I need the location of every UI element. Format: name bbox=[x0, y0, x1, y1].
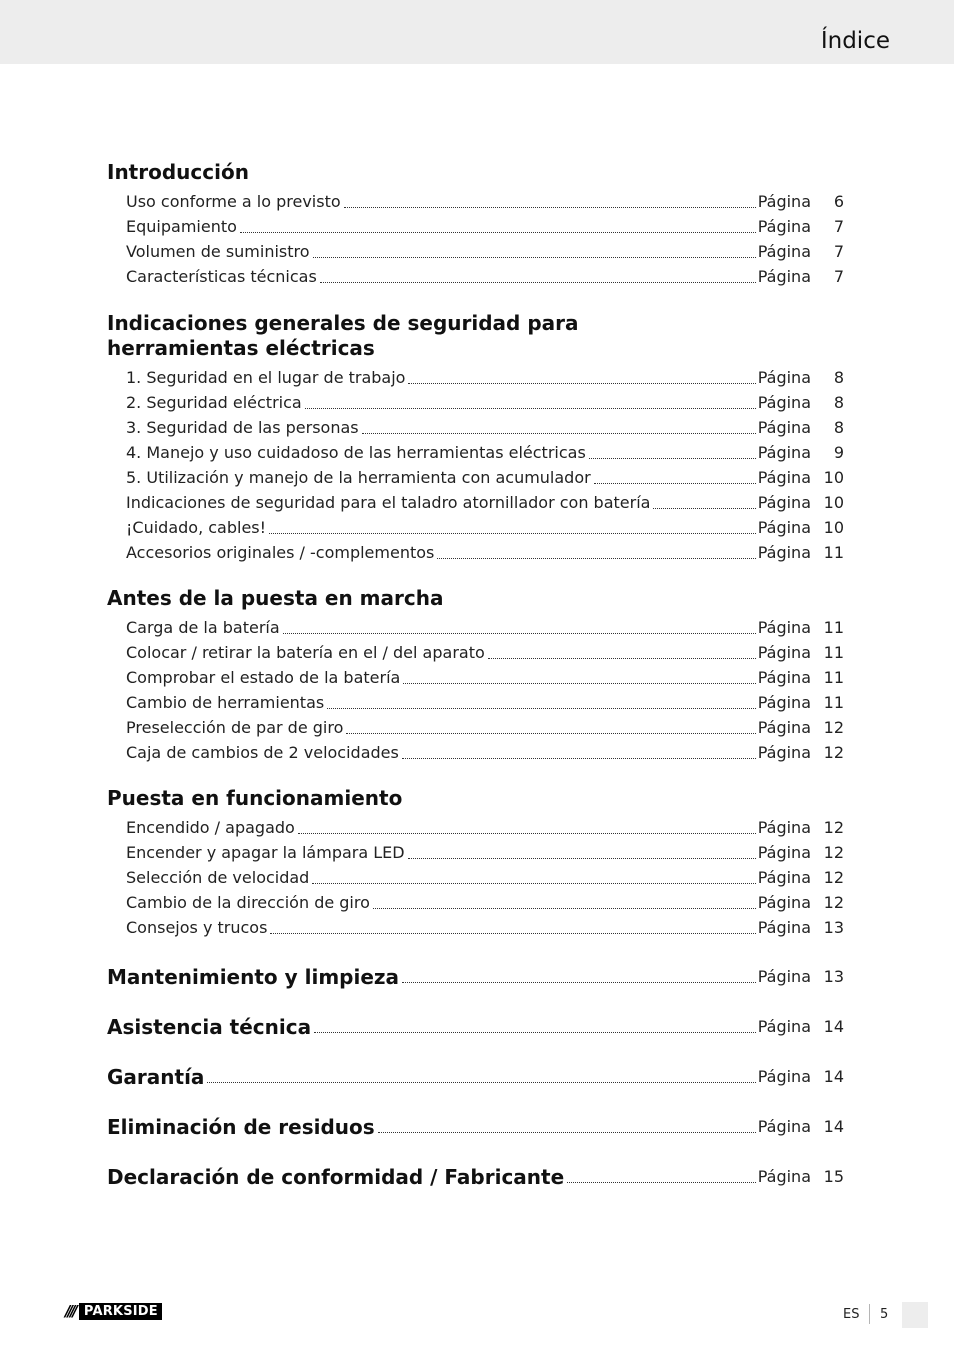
page-number: 7 bbox=[833, 267, 844, 286]
toc-entry[interactable] bbox=[126, 613, 844, 638]
section-title: Puesta en funcionamiento bbox=[107, 786, 403, 810]
page-word: Página bbox=[757, 893, 811, 912]
dot-leader bbox=[312, 882, 755, 884]
dot-leader bbox=[269, 532, 756, 534]
page-word: Página bbox=[757, 693, 811, 712]
dot-leader bbox=[362, 432, 756, 434]
page-word: Página bbox=[757, 192, 811, 211]
dot-leader bbox=[346, 732, 755, 734]
toc-entry-label: Volumen de suministro bbox=[126, 242, 310, 261]
page-number: 15 bbox=[823, 1167, 844, 1186]
page-word: Página bbox=[757, 743, 811, 762]
page-number: 13 bbox=[823, 967, 844, 986]
dot-leader bbox=[378, 1131, 756, 1133]
toc-entry[interactable] bbox=[126, 638, 844, 663]
dot-leader bbox=[488, 657, 756, 659]
toc-entry[interactable] bbox=[126, 913, 844, 938]
toc-entry-label: Cambio de la dirección de giro bbox=[126, 893, 370, 912]
page-number: 14 bbox=[823, 1117, 844, 1136]
footer-tab-box bbox=[902, 1302, 928, 1328]
page-number: 8 bbox=[833, 418, 844, 437]
page-number: 7 bbox=[833, 217, 844, 236]
logo-slashes-icon: //// bbox=[65, 1302, 75, 1320]
page-word: Página bbox=[757, 618, 811, 637]
dot-leader bbox=[207, 1081, 755, 1083]
dot-leader bbox=[402, 981, 756, 983]
header-bar bbox=[0, 0, 954, 64]
toc-major-label: Eliminación de residuos bbox=[107, 1115, 375, 1139]
toc-major-entry[interactable] bbox=[107, 1162, 844, 1187]
page-number: 11 bbox=[823, 618, 844, 637]
toc-major-entry[interactable] bbox=[107, 962, 844, 987]
toc-entry-label: 3. Seguridad de las personas bbox=[126, 418, 359, 437]
toc-major-entry[interactable] bbox=[107, 1112, 844, 1137]
toc-entry-label: 2. Seguridad eléctrica bbox=[126, 393, 302, 412]
page-number: 12 bbox=[823, 718, 844, 737]
page-number: 10 bbox=[823, 468, 844, 487]
toc-entry[interactable] bbox=[126, 388, 844, 413]
page-number: 14 bbox=[823, 1067, 844, 1086]
page-number: 11 bbox=[823, 668, 844, 687]
page-number: 13 bbox=[823, 918, 844, 937]
page-title: Índice bbox=[820, 28, 890, 54]
toc-entry-label: Colocar / retirar la batería en el / del aparato bbox=[126, 643, 485, 662]
page-number: 11 bbox=[823, 643, 844, 662]
toc-entry[interactable] bbox=[126, 513, 844, 538]
page-word: Página bbox=[757, 668, 811, 687]
dot-leader bbox=[373, 907, 756, 909]
page-word: Página bbox=[757, 242, 811, 261]
page-word: Página bbox=[757, 1017, 811, 1036]
toc-entry[interactable] bbox=[126, 363, 844, 388]
parkside-logo bbox=[65, 1303, 162, 1320]
toc-entry-label: Caja de cambios de 2 velocidades bbox=[126, 743, 399, 762]
toc-entry-label: Accesorios originales / -complementos bbox=[126, 543, 435, 562]
page-word: Página bbox=[757, 643, 811, 662]
toc-entry[interactable] bbox=[126, 713, 844, 738]
toc-entry-label: Uso conforme a lo previsto bbox=[126, 192, 341, 211]
page-number: 11 bbox=[823, 543, 844, 562]
page-number: 11 bbox=[823, 693, 844, 712]
dot-leader bbox=[589, 457, 756, 459]
toc-entry-label: Carga de la batería bbox=[126, 618, 280, 637]
page-number: 12 bbox=[823, 843, 844, 862]
dot-leader bbox=[305, 407, 756, 409]
page-word: Página bbox=[757, 1117, 811, 1136]
toc-entry-label: Características técnicas bbox=[126, 267, 317, 286]
page-word: Página bbox=[757, 818, 811, 837]
dot-leader bbox=[437, 557, 755, 559]
section-title: Indicaciones generales de seguridad para herramientas eléctricas bbox=[107, 311, 579, 360]
section-title: Introducción bbox=[107, 160, 249, 184]
page-number: 10 bbox=[823, 518, 844, 537]
toc-entry[interactable] bbox=[126, 888, 844, 913]
dot-leader bbox=[344, 206, 756, 208]
dot-leader bbox=[653, 507, 755, 509]
dot-leader bbox=[567, 1181, 756, 1183]
page-word: Página bbox=[757, 1167, 811, 1186]
toc-entry-label: ¡Cuidado, cables! bbox=[126, 518, 267, 537]
dot-leader bbox=[408, 382, 755, 384]
section-title: Antes de la puesta en marcha bbox=[107, 586, 444, 610]
toc-entry[interactable] bbox=[126, 738, 844, 763]
toc-major-label: Mantenimiento y limpieza bbox=[107, 965, 400, 989]
toc-entry[interactable] bbox=[126, 663, 844, 688]
toc-entry-label: Encender y apagar la lámpara LED bbox=[126, 843, 405, 862]
toc-entry[interactable] bbox=[126, 488, 844, 513]
language-code: ES bbox=[843, 1307, 860, 1322]
page-word: Página bbox=[757, 843, 811, 862]
toc-entry-label: 1. Seguridad en el lugar de trabajo bbox=[126, 368, 406, 387]
dot-leader bbox=[270, 932, 755, 934]
page-number: 6 bbox=[833, 192, 844, 211]
dot-leader bbox=[403, 682, 755, 684]
toc-entry-label: Cambio de herramientas bbox=[126, 693, 325, 712]
toc-entry-label: Indicaciones de seguridad para el taladro atornillador con batería bbox=[126, 493, 651, 512]
toc-entry-label: Preselección de par de giro bbox=[126, 718, 344, 737]
toc-major-entry[interactable] bbox=[107, 1062, 844, 1087]
toc-entry[interactable] bbox=[126, 187, 844, 212]
toc-entry-label: Encendido / apagado bbox=[126, 818, 295, 837]
toc-entry-label: Comprobar el estado de la batería bbox=[126, 668, 401, 687]
page-word: Página bbox=[757, 543, 811, 562]
page-word: Página bbox=[757, 518, 811, 537]
toc-entry[interactable] bbox=[126, 463, 844, 488]
toc-entry-label: 4. Manejo y uso cuidadoso de las herramientas eléctricas bbox=[126, 443, 586, 462]
logo-text: PARKSIDE bbox=[79, 1303, 162, 1320]
page-number-footer: 5 bbox=[880, 1307, 889, 1322]
toc-entry-label: Consejos y trucos bbox=[126, 918, 268, 937]
page-word: Página bbox=[757, 868, 811, 887]
toc-major-label: Declaración de conformidad / Fabricante bbox=[107, 1165, 565, 1189]
dot-leader bbox=[594, 482, 756, 484]
page-number: 12 bbox=[823, 818, 844, 837]
toc-major-entry[interactable] bbox=[107, 1012, 844, 1037]
page-number: 8 bbox=[833, 393, 844, 412]
dot-leader bbox=[402, 757, 756, 759]
page-number: 12 bbox=[823, 743, 844, 762]
toc-entry[interactable] bbox=[126, 538, 844, 563]
page-word: Página bbox=[757, 267, 811, 286]
toc-entry-label: Equipamiento bbox=[126, 217, 237, 236]
page-word: Página bbox=[757, 918, 811, 937]
toc-entry[interactable] bbox=[126, 413, 844, 438]
toc-entry[interactable] bbox=[126, 813, 844, 838]
toc-entry[interactable] bbox=[126, 237, 844, 262]
page-number: 12 bbox=[823, 893, 844, 912]
page-word: Página bbox=[757, 443, 811, 462]
page-word: Página bbox=[757, 493, 811, 512]
page-number: 14 bbox=[823, 1017, 844, 1036]
toc-entry-label: 5. Utilización y manejo de la herramienta con acumulador bbox=[126, 468, 591, 487]
dot-leader bbox=[313, 256, 756, 258]
page-word: Página bbox=[757, 468, 811, 487]
toc-entry-label: Selección de velocidad bbox=[126, 868, 310, 887]
dot-leader bbox=[408, 857, 756, 859]
dot-leader bbox=[298, 832, 756, 834]
toc-entry[interactable] bbox=[126, 688, 844, 713]
toc-entry[interactable] bbox=[126, 212, 844, 237]
page-number: 9 bbox=[833, 443, 844, 462]
page-number: 10 bbox=[823, 493, 844, 512]
page-number: 7 bbox=[833, 242, 844, 261]
page-word: Página bbox=[757, 418, 811, 437]
footer-divider bbox=[869, 1304, 870, 1324]
dot-leader bbox=[314, 1031, 756, 1033]
page-word: Página bbox=[757, 217, 811, 236]
toc-entry[interactable] bbox=[126, 438, 844, 463]
page-word: Página bbox=[757, 368, 811, 387]
toc-entry[interactable] bbox=[126, 863, 844, 888]
toc-entry[interactable] bbox=[126, 838, 844, 863]
page-number: 8 bbox=[833, 368, 844, 387]
toc-entry[interactable] bbox=[126, 262, 844, 287]
page-word: Página bbox=[757, 718, 811, 737]
dot-leader bbox=[327, 707, 756, 709]
dot-leader bbox=[320, 281, 756, 283]
dot-leader bbox=[240, 231, 756, 233]
dot-leader bbox=[283, 632, 756, 634]
toc-major-label: Asistencia técnica bbox=[107, 1015, 312, 1039]
toc-major-label: Garantía bbox=[107, 1065, 205, 1089]
page-word: Página bbox=[757, 967, 811, 986]
page-word: Página bbox=[757, 393, 811, 412]
page-number: 12 bbox=[823, 868, 844, 887]
page-word: Página bbox=[757, 1067, 811, 1086]
